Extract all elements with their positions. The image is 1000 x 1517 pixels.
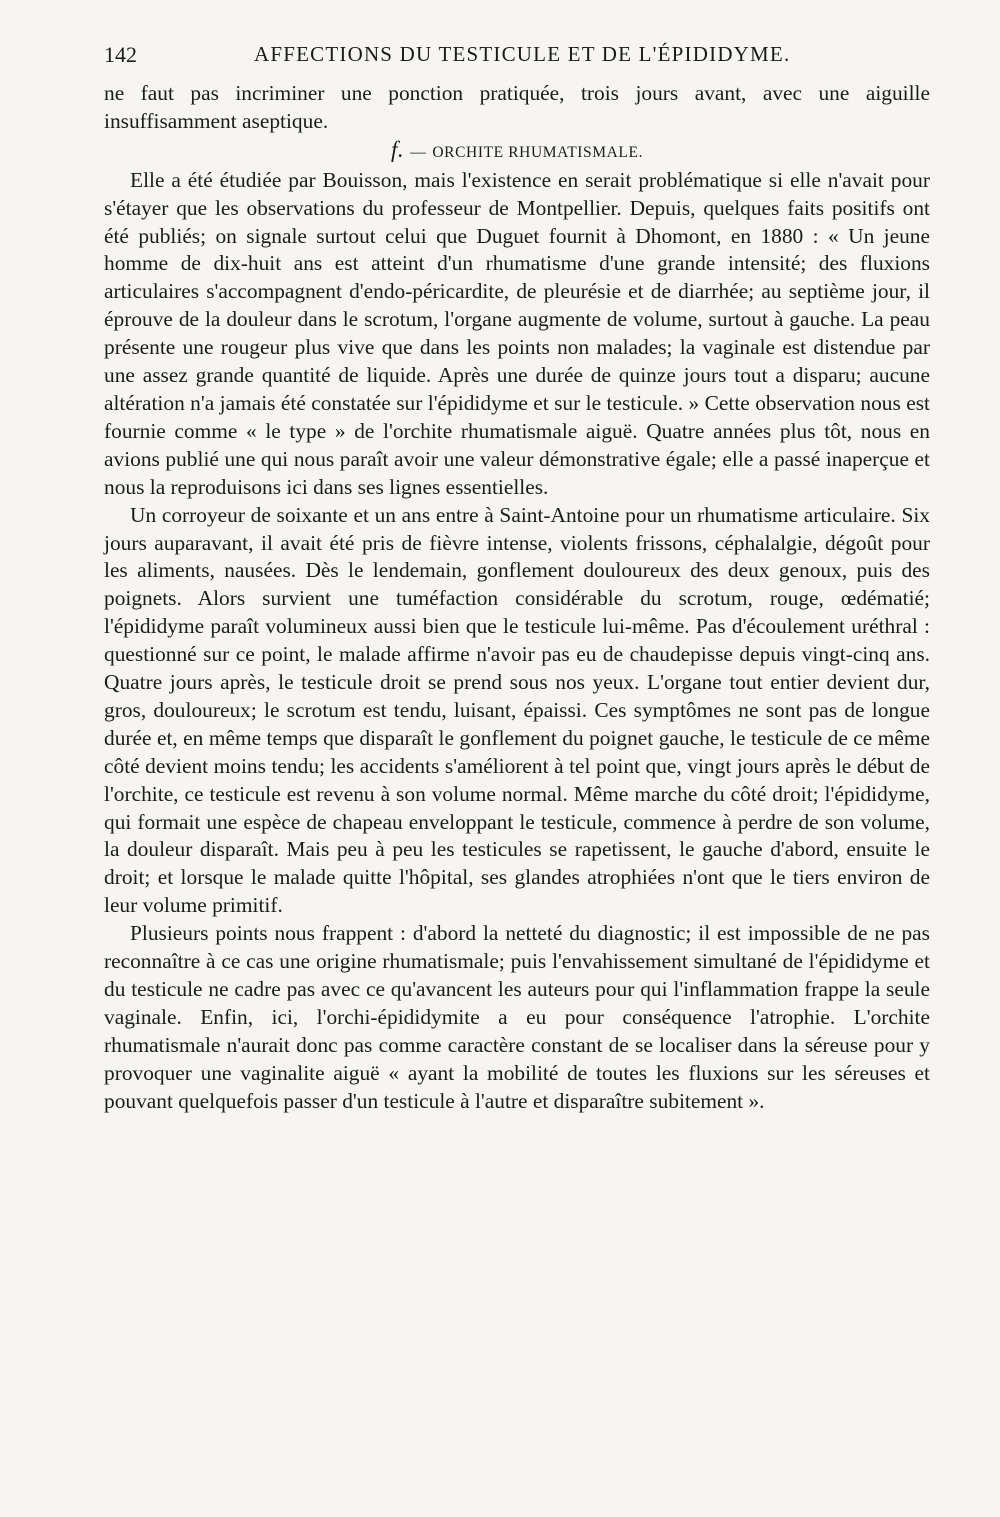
section-dash: —: [410, 143, 427, 161]
running-head: [104, 36, 930, 70]
running-title: AFFECTIONS DU TESTICULE ET DE L'ÉPIDIDYME.: [254, 42, 791, 66]
paragraph: Plusieurs points nous frappent : d'abord la netteté du diagnostic; il est impossible de ne pas reconnaître à ce cas une origine rhumatismale; puis l'envahissement simultané de l'épididyme et du testicule ne cadre pas avec ce qu'avancent les auteurs pour qui l'inflammation frappe la seule vaginale. Enfin, ici, l'orchi-épididymite a eu pour conséquence l'atrophie. L'orchite rhumatismale n'aurait donc pas comme caractère constant de se localiser dans la séreuse pour y provoquer une vaginalite aiguë « ayant la mobilité de toutes les fluxions sur les séreuses et pouvant quelquefois passer d'un testicule à l'autre et disparaître subitement ».: [104, 921, 930, 1113]
paragraph: Elle a été étudiée par Bouisson, mais l'existence en serait problématique si elle n'avait pour s'étayer que les observations du professeur de Montpellier. Depuis, quelques faits positifs ont été publiés; on signale surtout celui que Duguet fournit à Dhomont, en 1880 : « Un jeune homme de dix-huit ans est atteint d'un rhumatisme d'une grande intensité; des fluxions articulaires s'accompagnent d'endo-péricardite, de pleurésie et de diarrhée; au septième jour, il éprouve de la douleur dans le scrotum, l'organe augmente de volume, surtout à gauche. La peau présente une rougeur plus vive que dans les points non malades; la vaginale est distendue par une assez grande quantité de liquide. Après une durée de quinze jours tout a disparu; aucune altération n'a jamais été constatée sur l'épididyme et sur le testicule. » Cette observation nous est fournie comme « le type » de l'orchite rhumatismale aiguë. Quatre années plus tôt, nous en avions publié une qui nous paraît avoir une valeur démonstrative égale; elle a passé inaperçue et nous la reproduisons ici dans ses lignes essentielles.: [104, 167, 930, 499]
page-number: 142: [104, 42, 137, 67]
section-heading: [104, 136, 930, 167]
body-text: [104, 80, 930, 1116]
section-title: ORCHITE RHUMATISMALE.: [432, 143, 644, 161]
paragraph-continuation: ne faut pas incriminer une ponction pratiquée, trois jours avant, avec une aiguille insuffisamment aseptique.: [104, 81, 930, 133]
paragraph: Un corroyeur de soixante et un ans entre à Saint-Antoine pour un rhumatisme articulaire. Six jours auparavant, il avait été pris de fièvre intense, violents frissons, céphalalgie, dégoût pour les aliments, nausées. Dès le lendemain, gonflement douloureux des deux genoux, puis des poignets. Alors survient une tuméfaction considérable du scrotum, rouge, œdématié; l'épididyme paraît volumineux aussi bien que le testicule lui-même. Pas d'écoulement uréthral : questionné sur ce point, le malade affirme n'avoir pas eu de chaudepisse depuis vingt-cinq ans. Quatre jours après, le testicule droit se prend sous nos yeux. L'organe tout entier devient dur, gros, douloureux; le scrotum est tendu, luisant, épaissi. Ces symptômes ne sont pas de longue durée et, en même temps que disparaît le gonflement du poignet gauche, le testicule de ce même côté devient moins tendu; les accidents s'améliorent à tel point que, vingt jours après le début de l'orchite, ce testicule est revenu à son volume normal. Même marche du côté droit; l'épididyme, qui formait une espèce de chapeau enveloppant le testicule, commence à perdre de son volume, la douleur disparaît. Mais peu à peu les testicules se rapetissent, le gauche d'abord, ensuite le droit; et lorsque le malade quitte l'hôpital, ses glandes atrophiées n'ont que le tiers environ de leur volume primitif.: [104, 502, 930, 918]
section-letter: f.: [390, 136, 405, 162]
